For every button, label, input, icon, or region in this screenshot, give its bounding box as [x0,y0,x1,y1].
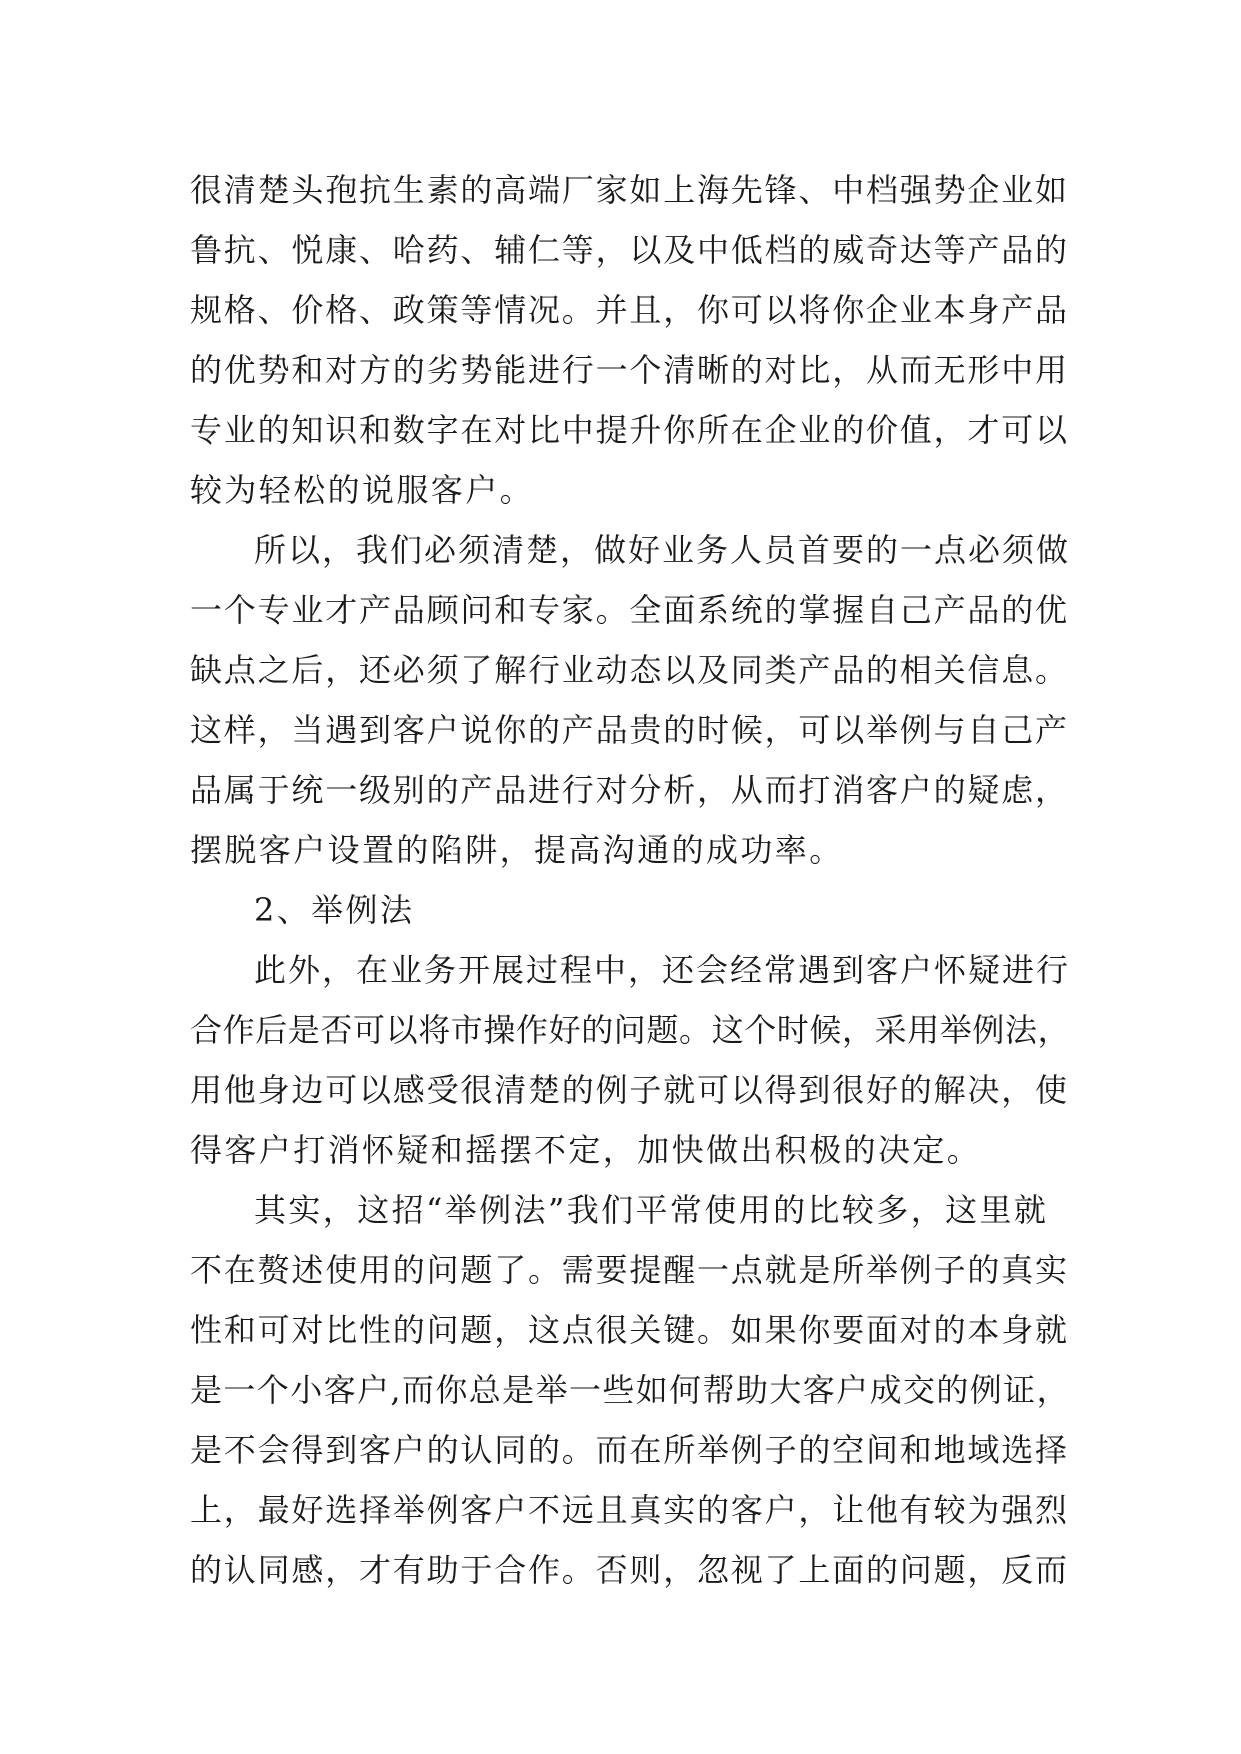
text-line: 合作后是否可以将市操作好的问题。这个时候，采用举例法， [190,1011,1071,1049]
body-text [190,160,1070,1600]
text-line: 规格、价格、政策等情况。并且，你可以将你企业本身产品 [190,291,1069,329]
text-line: 一个专业才产品顾问和专家。全面系统的掌握自己产品的优 [190,591,1069,629]
text-line: 性和可对比性的问题，这点很关键。如果你要面对的本身就 [190,1311,1069,1349]
text-line: 较为轻松的说服客户。 [190,471,535,509]
text-line: 鲁抗、悦康、哈药、辅仁等，以及中低档的威奇达等产品的 [190,231,1069,269]
text-line: 摆脱客户设置的陷阱，提高沟通的成功率。 [190,831,844,869]
text-line: 的认同感，才有助于合作。否则，忽视了上面的问题，反而 [190,1551,1069,1589]
text-line: 其实，这招“举例法”我们平常使用的比较多，这里就 [254,1191,1049,1229]
text-line: 用他身边可以感受很清楚的例子就可以得到很好的解决，使 [190,1071,1069,1109]
text-line: 缺点之后，还必须了解行业动态以及同类产品的相关信息。 [190,651,1069,689]
text-line: 不在赘述使用的问题了。需要提醒一点就是所举例子的真实 [190,1251,1069,1289]
text-line: 是一个小客户,而你总是举一些如何帮助大客户成交的例证， [190,1371,1070,1409]
text-line: 上，最好选择举例客户不远且真实的客户，让他有较为强烈 [190,1491,1069,1529]
text-line: 此外，在业务开展过程中，还会经常遇到客户怀疑进行 [254,951,1071,989]
text-line: 2、举例法 [254,891,415,929]
text-line: 是不会得到客户的认同的。而在所举例子的空间和地域选择 [190,1431,1069,1469]
text-line: 品属于统一级别的产品进行对分析，从而打消客户的疑虑， [190,771,1069,809]
text-line: 专业的知识和数字在对比中提升你所在企业的价值，才可以 [190,411,1069,449]
text-line: 所以，我们必须清楚，做好业务人员首要的一点必须做 [254,531,1071,569]
text-line: 得客户打消怀疑和摇摆不定，加快做出积极的决定。 [190,1131,982,1169]
text-line: 的优势和对方的劣势能进行一个清晰的对比，从而无形中用 [190,351,1069,389]
text-line: 这样，当遇到客户说你的产品贵的时候，可以举例与自己产 [190,711,1069,749]
text-line: 很清楚头孢抗生素的高端厂家如上海先锋、中档强势企业如 [190,171,1069,209]
